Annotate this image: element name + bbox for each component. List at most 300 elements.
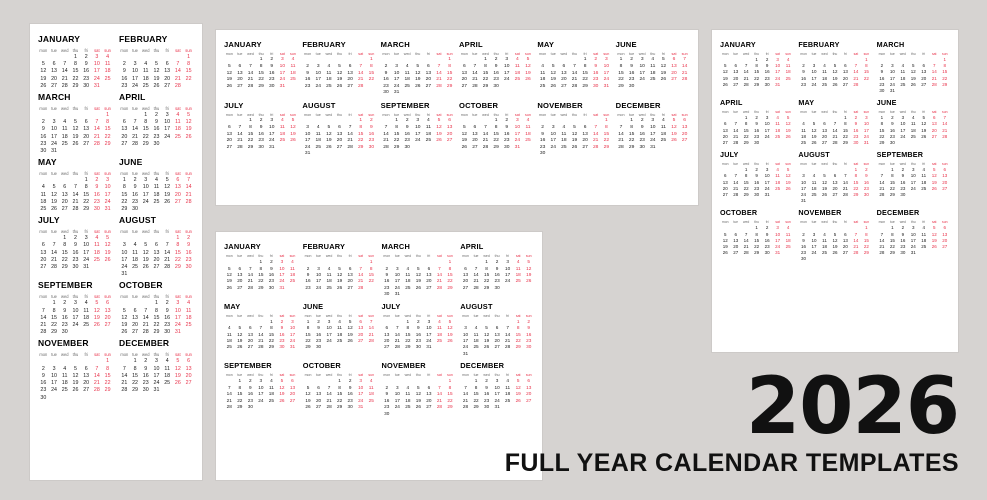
day-cell: 1 — [485, 259, 488, 265]
day-cell: 6 — [734, 231, 737, 237]
day-cell: 24 — [289, 338, 296, 344]
day-cell: 26 — [72, 140, 79, 147]
day-cell: 14 — [743, 237, 749, 243]
day-cell: 23 — [889, 133, 895, 139]
weekday-header: sun — [863, 220, 870, 225]
day-cell: 29 — [754, 81, 760, 87]
day-cell: 28 — [247, 284, 253, 290]
day-cell: 3 — [144, 177, 148, 184]
day-cell: 28 — [853, 250, 859, 256]
week-row — [459, 64, 533, 71]
weekday-header: sun — [447, 313, 453, 318]
day-cell: 20 — [942, 179, 948, 185]
weekday-header: fri — [427, 254, 431, 258]
day-cell: 9 — [901, 173, 905, 179]
day-cell: 15 — [582, 70, 588, 76]
day-cell: 17 — [279, 272, 285, 278]
day-cell: 18 — [811, 185, 817, 191]
day-cell: 19 — [121, 322, 128, 329]
weekday-header: tue — [473, 254, 479, 258]
day-cell: 30 — [142, 387, 149, 394]
day-cell: 4 — [95, 235, 99, 242]
day-cell: 11 — [326, 272, 332, 278]
day-cell: 29 — [842, 140, 848, 146]
weekday-header: fri — [427, 373, 431, 378]
day-cell: 18 — [142, 75, 149, 82]
day-cell: 2 — [505, 118, 509, 124]
day-cell: 23 — [863, 185, 869, 191]
day-cell: 19 — [931, 179, 937, 185]
day-cell: 11 — [62, 126, 68, 133]
day-cell: 20 — [289, 391, 296, 397]
weekday-header: sun — [863, 52, 870, 56]
day-cell: 9 — [270, 265, 273, 271]
day-cell: 20 — [153, 256, 160, 263]
day-cell: 31 — [289, 344, 296, 350]
weekday-header: sat — [175, 294, 181, 300]
day-cell: 23 — [639, 138, 645, 144]
day-cell: 5 — [154, 61, 158, 68]
day-cell: 14 — [51, 249, 57, 256]
day-cell: 31 — [603, 83, 610, 89]
month-name: FEBRUARY — [302, 40, 346, 49]
day-cell: 17 — [639, 70, 645, 76]
day-cell: 6 — [187, 358, 191, 365]
day-cell: 20 — [494, 338, 500, 344]
week-row — [119, 242, 194, 249]
day-cell: 14 — [436, 272, 443, 278]
day-cell: 14 — [832, 127, 838, 133]
week-row — [38, 329, 113, 336]
day-cell: 29 — [83, 206, 90, 213]
day-cell: 9 — [306, 272, 310, 278]
week-row — [382, 291, 456, 297]
day-cell: 15 — [142, 126, 149, 133]
week-row — [381, 90, 455, 97]
day-cell: 10 — [426, 325, 432, 331]
month-block — [382, 302, 456, 358]
day-cell: 20 — [247, 338, 253, 344]
month-block — [224, 40, 298, 97]
week-row — [537, 64, 611, 71]
weekday-header: tue — [394, 52, 400, 56]
weekday-header: sun — [525, 313, 532, 318]
day-cell: 22 — [258, 77, 264, 83]
weekday-header: thu — [258, 112, 264, 117]
day-cell: 24 — [51, 140, 57, 147]
weekday-header: tue — [132, 352, 138, 358]
day-cell: 16 — [900, 237, 906, 243]
day-cell: 31 — [394, 291, 400, 297]
day-cell: 25 — [425, 138, 432, 144]
day-cell: 10 — [104, 184, 111, 191]
weekday-header: wed — [325, 112, 333, 117]
weekday-header: tue — [629, 112, 635, 117]
weekday-header: sat — [931, 110, 937, 115]
week-row — [119, 329, 194, 336]
day-cell: 10 — [639, 64, 645, 69]
day-cell: 31 — [279, 284, 285, 290]
day-cell: 30 — [493, 83, 499, 89]
week-row — [38, 192, 113, 199]
day-cell: 26 — [305, 404, 311, 410]
day-cell: 2 — [901, 167, 905, 173]
day-cell: 16 — [483, 391, 490, 397]
day-cell: 20 — [384, 338, 390, 344]
day-cell: 20 — [942, 237, 948, 243]
day-cell: 18 — [153, 191, 160, 198]
day-cell: 8 — [238, 384, 242, 390]
day-cell: 9 — [865, 173, 868, 179]
day-cell: 21 — [368, 331, 374, 337]
day-cell: 22 — [104, 380, 111, 387]
month-table — [38, 294, 113, 336]
day-cell: 11 — [226, 331, 232, 337]
day-cell: 10 — [258, 384, 264, 390]
day-cell: 22 — [853, 185, 859, 191]
weekday-header: sat — [94, 171, 100, 177]
month-name: MAY — [38, 157, 57, 168]
day-cell: 16 — [72, 249, 79, 256]
day-cell: 16 — [764, 237, 770, 243]
day-cell: 18 — [900, 75, 906, 81]
day-cell: 26 — [337, 284, 343, 290]
day-cell: 7 — [438, 384, 441, 390]
day-cell: 23 — [483, 397, 490, 403]
day-cell: 30 — [40, 148, 47, 155]
weekday-header: sun — [525, 254, 532, 258]
day-cell: 8 — [880, 121, 884, 127]
day-cell: 13 — [121, 126, 128, 133]
weekday-header: mon — [120, 352, 129, 358]
day-cell: 29 — [357, 144, 364, 150]
week-row — [38, 395, 113, 402]
weekday-header: tue — [811, 110, 817, 115]
day-cell: 10 — [279, 265, 285, 271]
day-cell: 13 — [104, 307, 111, 314]
week-row — [38, 83, 113, 90]
day-cell: 19 — [153, 75, 160, 82]
day-cell: 4 — [786, 57, 790, 62]
day-cell: 16 — [639, 131, 645, 137]
day-cell: 26 — [447, 338, 453, 344]
weekday-header: sat — [436, 112, 442, 117]
day-cell: 23 — [384, 404, 390, 410]
day-cell: 28 — [93, 140, 100, 147]
day-cell: 25 — [279, 138, 286, 144]
month-table — [224, 113, 298, 151]
day-cell: 4 — [327, 64, 331, 69]
weekday-header: mon — [460, 112, 468, 117]
month-table — [459, 52, 533, 90]
weekday-header: thu — [494, 313, 500, 318]
month-table — [720, 110, 793, 146]
day-cell: 9 — [495, 265, 499, 271]
day-cell: 10 — [279, 64, 286, 69]
day-cell: 11 — [505, 384, 511, 390]
day-cell: 9 — [187, 242, 191, 249]
weekday-header: thu — [153, 48, 160, 53]
week-row — [119, 68, 194, 75]
month-name: AUGUST — [302, 100, 336, 110]
day-cell: 11 — [561, 131, 567, 137]
day-cell: 21 — [681, 70, 688, 76]
day-cell: 2 — [541, 124, 544, 130]
day-cell: 1 — [52, 300, 56, 307]
day-cell: 14 — [357, 70, 364, 76]
day-cell: 8 — [259, 265, 263, 271]
day-cell: 8 — [63, 242, 67, 249]
day-cell: 22 — [258, 278, 264, 284]
day-cell: 13 — [921, 69, 927, 75]
day-cell: 13 — [315, 391, 322, 397]
day-cell: 27 — [347, 284, 353, 290]
day-cell: 19 — [226, 278, 232, 284]
day-cell: 21 — [237, 138, 243, 144]
day-cell: 7 — [734, 173, 737, 179]
day-cell: 15 — [447, 272, 453, 278]
weekday-header: wed — [325, 254, 333, 258]
day-cell: 2 — [187, 235, 191, 242]
day-cell: 22 — [889, 244, 895, 250]
weekday-header: sun — [785, 220, 791, 225]
day-cell: 4 — [922, 225, 926, 231]
weekday-header: sat — [671, 112, 677, 117]
day-cell: 3 — [604, 57, 608, 63]
day-cell: 3 — [176, 300, 180, 307]
weekday-header: tue — [811, 220, 817, 225]
week-row — [119, 61, 194, 68]
month-name: APRIL — [119, 92, 146, 103]
day-cell: 25 — [514, 77, 521, 83]
day-cell: 26 — [104, 256, 111, 263]
weekday-header: fri — [269, 313, 273, 318]
weekday-header: mon — [120, 229, 129, 235]
day-cell: 25 — [93, 256, 100, 263]
day-cell: 29 — [121, 206, 128, 213]
day-cell: 6 — [122, 119, 126, 126]
day-cell: 22 — [473, 397, 479, 403]
day-cell: 16 — [879, 75, 885, 81]
day-cell: 30 — [384, 291, 390, 297]
day-cell: 4 — [280, 118, 284, 124]
day-cell: 4 — [406, 265, 410, 271]
day-cell: 26 — [785, 185, 791, 191]
day-cell: 22 — [603, 138, 610, 144]
day-cell: 24 — [603, 77, 610, 83]
day-cell: 3 — [154, 358, 158, 365]
day-cell: 8 — [755, 63, 758, 69]
calendar-sheet-two-column[interactable] — [30, 24, 202, 480]
day-cell: 13 — [942, 231, 948, 237]
week-row — [119, 358, 194, 365]
day-cell: 27 — [446, 138, 453, 144]
day-cell: 11 — [326, 70, 332, 76]
day-cell: 16 — [764, 69, 770, 75]
weekday-header: sun — [785, 162, 791, 167]
day-cell: 22 — [482, 77, 489, 83]
day-cell: 2 — [405, 118, 409, 124]
day-cell: 29 — [153, 329, 160, 336]
day-cell: 26 — [174, 380, 181, 387]
day-cell: 6 — [154, 242, 158, 249]
day-cell: 26 — [571, 144, 578, 150]
day-cell: 29 — [743, 192, 749, 198]
day-cell: 26 — [93, 322, 100, 329]
calendar-sheet-four-column[interactable] — [216, 232, 542, 480]
day-cell: 26 — [832, 81, 838, 87]
day-cell: 12 — [660, 64, 667, 69]
day-cell: 4 — [154, 177, 158, 184]
weekday-header: mon — [539, 112, 547, 117]
day-cell: 13 — [561, 70, 567, 76]
day-cell: 16 — [404, 131, 410, 137]
day-cell: 18 — [93, 249, 100, 256]
day-cell: 16 — [853, 127, 859, 133]
weekday-header: wed — [142, 48, 150, 53]
day-cell: 28 — [358, 284, 364, 290]
day-cell: 25 — [404, 83, 410, 89]
weekday-header: sat — [593, 52, 599, 56]
day-cell: 1 — [880, 115, 884, 121]
day-cell: 3 — [395, 265, 399, 271]
day-cell: 27 — [921, 81, 927, 87]
day-cell: 6 — [723, 173, 727, 179]
weekday-header: sat — [853, 52, 859, 56]
day-cell: 12 — [305, 391, 311, 397]
day-cell: 22 — [493, 138, 499, 144]
day-cell: 3 — [52, 119, 56, 126]
day-cell: 4 — [406, 384, 410, 390]
day-cell: 20 — [358, 331, 364, 337]
day-cell: 28 — [142, 329, 149, 336]
day-cell: 22 — [483, 278, 490, 284]
week-row — [224, 64, 298, 71]
weekday-header: thu — [153, 106, 160, 112]
day-cell: 8 — [755, 231, 758, 237]
day-cell: 29 — [447, 284, 453, 290]
day-cell: 14 — [462, 391, 469, 397]
day-cell: 1 — [516, 318, 520, 324]
day-cell: 30 — [900, 250, 906, 256]
day-cell: 30 — [61, 329, 68, 336]
day-cell: 15 — [842, 127, 848, 133]
week-row — [38, 177, 113, 184]
day-cell: 18 — [775, 179, 781, 185]
day-cell: 5 — [227, 64, 231, 69]
day-cell: 27 — [472, 144, 478, 150]
day-cell: 9 — [133, 184, 137, 191]
week-row — [38, 300, 113, 307]
day-cell: 14 — [142, 314, 149, 321]
week-row — [460, 344, 534, 350]
weekday-header: tue — [890, 110, 895, 115]
day-cell: 14 — [733, 127, 739, 133]
day-cell: 23 — [304, 83, 311, 89]
day-cell: 31 — [494, 404, 500, 410]
day-cell: 17 — [358, 391, 364, 397]
day-cell: 10 — [315, 272, 322, 278]
week-row — [38, 184, 113, 191]
day-cell: 13 — [247, 331, 253, 337]
day-cell: 23 — [801, 250, 807, 256]
day-cell: 7 — [249, 64, 252, 69]
day-cell: 6 — [41, 242, 45, 249]
day-cell: 24 — [315, 83, 321, 89]
day-cell: 25 — [921, 185, 927, 191]
day-cell: 24 — [650, 138, 656, 144]
day-cell: 10 — [289, 325, 296, 331]
day-cell: 11 — [368, 384, 374, 390]
weekday-header: tue — [51, 352, 57, 358]
day-cell: 3 — [52, 365, 56, 372]
calendar-sheet-six-column[interactable] — [216, 30, 698, 205]
weekday-header: wed — [482, 52, 489, 56]
day-cell: 2 — [854, 115, 858, 121]
month-name: JANUARY — [38, 34, 81, 44]
day-cell: 4 — [506, 378, 509, 384]
weekday-header: sat — [175, 352, 181, 358]
day-cell: 7 — [744, 63, 748, 69]
day-cell: 5 — [52, 184, 56, 191]
day-cell: 20 — [832, 185, 838, 191]
day-cell: 17 — [889, 75, 895, 81]
day-cell: 6 — [562, 64, 566, 69]
day-cell: 11 — [910, 121, 916, 127]
day-cell: 16 — [258, 131, 264, 137]
day-cell: 12 — [72, 372, 79, 379]
day-cell: 22 — [754, 244, 760, 250]
weekday-header: mon — [721, 220, 729, 225]
weekday-header: wed — [61, 352, 69, 358]
day-cell: 10 — [164, 119, 171, 126]
day-cell: 28 — [472, 83, 478, 89]
weekday-header: fri — [922, 220, 926, 225]
day-cell: 24 — [775, 75, 781, 81]
day-cell: 2 — [259, 118, 263, 124]
day-cell: 27 — [462, 284, 469, 290]
day-cell: 13 — [237, 70, 243, 76]
weekday-header: thu — [910, 162, 916, 167]
week-row — [38, 264, 113, 271]
week-row — [537, 118, 611, 125]
day-cell: 10 — [72, 307, 79, 314]
weekday-header: sat — [853, 162, 859, 167]
calendar-sheet-three-column[interactable] — [712, 30, 958, 352]
day-cell: 21 — [185, 191, 192, 198]
day-cell: 6 — [723, 121, 727, 127]
weekday-header: fri — [765, 162, 769, 167]
day-cell: 28 — [743, 250, 749, 256]
day-cell: 8 — [338, 384, 341, 390]
day-cell: 20 — [561, 77, 567, 83]
weekday-header: sat — [94, 352, 100, 358]
day-cell: 31 — [393, 90, 400, 96]
weekday-header: tue — [132, 229, 138, 235]
day-cell: 24 — [104, 198, 111, 205]
day-cell: 7 — [854, 231, 858, 237]
day-cell: 6 — [734, 63, 737, 69]
weekday-header: tue — [472, 52, 478, 56]
day-cell: 9 — [385, 391, 389, 397]
day-cell: 5 — [338, 64, 341, 69]
day-cell: 4 — [165, 358, 169, 365]
weekday-header: wed — [325, 313, 333, 318]
month-table — [38, 352, 113, 401]
day-cell: 1 — [369, 57, 373, 63]
day-cell: 25 — [473, 344, 479, 350]
day-cell: 6 — [106, 300, 110, 307]
